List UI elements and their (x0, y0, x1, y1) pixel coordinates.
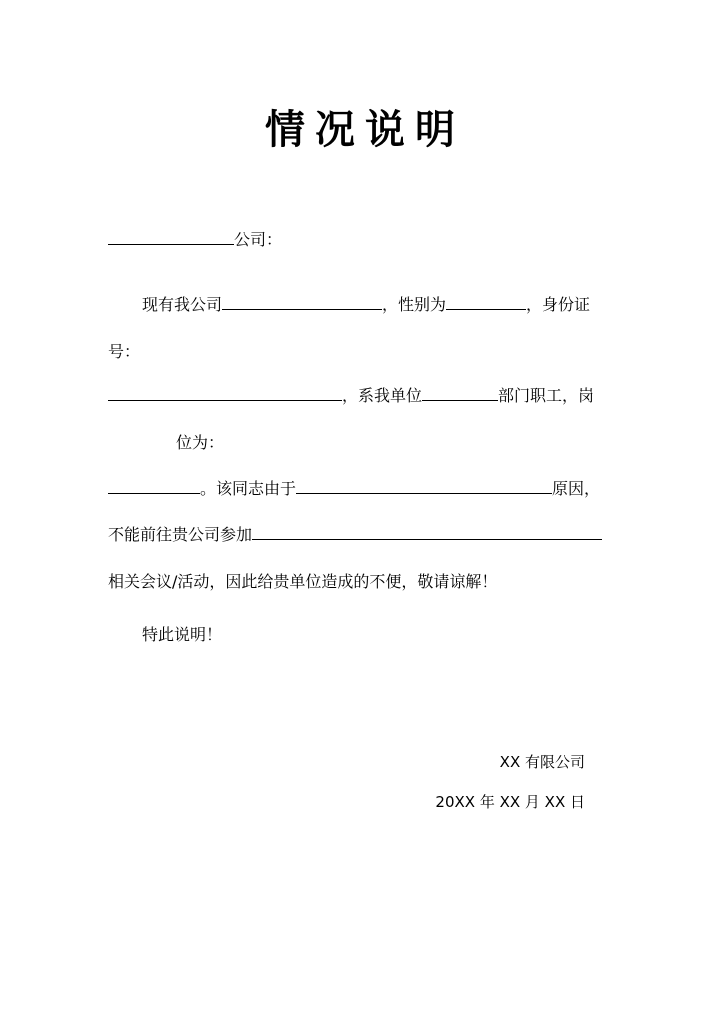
company-signature: XX 有限公司 (499, 753, 585, 771)
position-blank[interactable] (108, 479, 200, 494)
paragraph-1-line-1: 现有我公司 ，性别为 ，身份证 (142, 295, 591, 314)
paragraph-1-line-2: 号： (108, 342, 141, 361)
department-blank[interactable] (422, 386, 498, 401)
reason-blank[interactable] (296, 479, 552, 494)
salutation-line: 公司： (108, 230, 282, 250)
id-number-blank[interactable] (108, 386, 342, 401)
paragraph-3-line-2: 不能前往贵公司参加 (108, 525, 602, 545)
paragraph-2-line-2: 位为： (176, 433, 225, 452)
event-blank[interactable] (252, 525, 602, 540)
paragraph-3-line-3: 相关会议/活动，因此给贵单位造成的不便，敬请谅解！ (108, 572, 498, 591)
closing-line: 特此说明！ (142, 625, 223, 644)
company-name-blank[interactable] (108, 230, 234, 245)
paragraph-2-line-1: ，系我单位 部门职工，岗 (108, 386, 594, 406)
document-title: 情况说明 (265, 107, 465, 153)
signature-date: 20XX 年 XX 月 XX 日 (435, 793, 585, 811)
paragraph-3-line-1: 。该同志由于 原因， (108, 479, 600, 499)
employee-name-blank[interactable] (222, 295, 382, 310)
gender-blank[interactable] (446, 295, 526, 310)
